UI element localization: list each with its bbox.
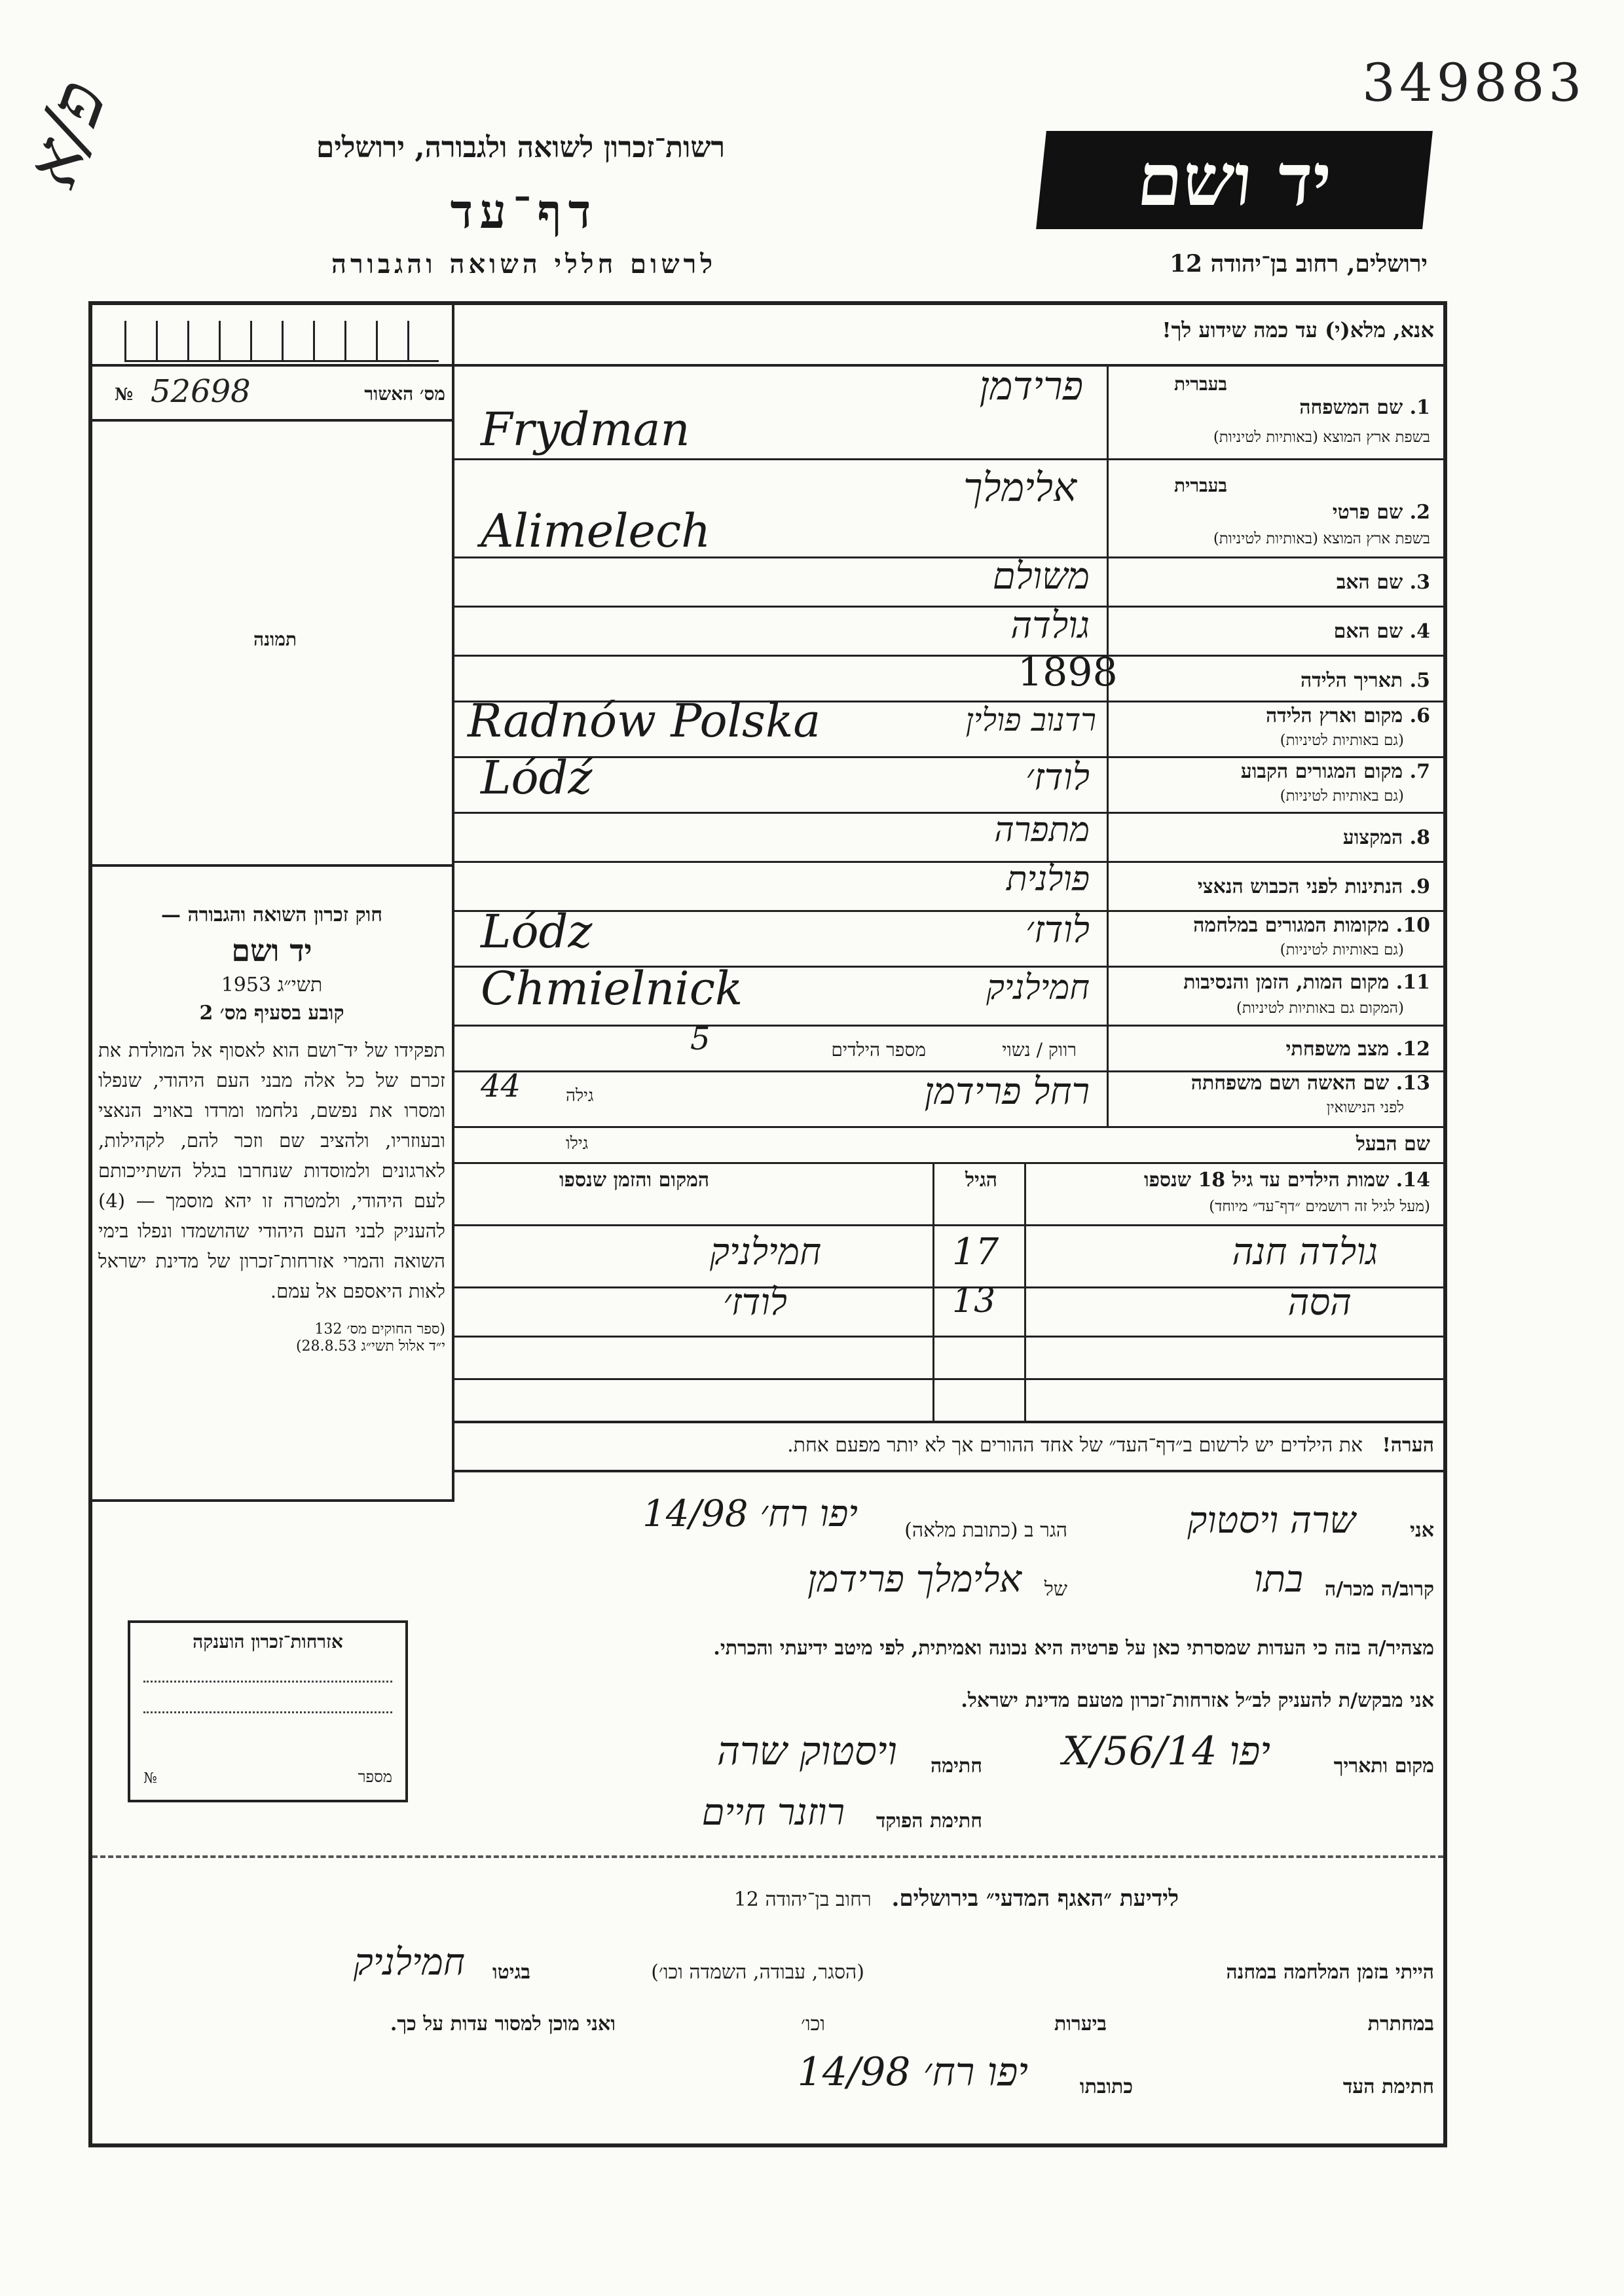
field-7-heb: לודז׳ <box>1025 756 1090 799</box>
left-col-bottom <box>92 1499 454 1502</box>
field-7-label: 7. מקום המגורים הקבוע <box>1240 760 1430 783</box>
form-subtitle: לרשום חללי השואה והגבורה <box>331 249 717 280</box>
bottom-line-1 <box>196 1941 1434 2000</box>
address: ירושלים, רחוב בן־יהודה 12 <box>1169 250 1428 278</box>
witness-signature-label: חתימה <box>931 1755 982 1777</box>
field-6-heb: רדנוב פולין <box>965 702 1096 738</box>
request-text: אנא, מלא(י) עד כמה שידוע לך! <box>1162 318 1434 342</box>
field-row-11 <box>454 962 1443 1027</box>
children-row-3 <box>454 1336 1443 1380</box>
field-6-latin: Radnów Polska <box>468 694 821 748</box>
frame-top <box>88 301 1447 305</box>
bottom-sign-label: חתימת העד <box>1342 2075 1434 2098</box>
husband-label: שם הבעל <box>1356 1133 1430 1156</box>
citizenship-no: № <box>143 1770 157 1787</box>
child-2-place: לודז׳ <box>723 1281 787 1324</box>
field-6-sub: (גם באותיות לטיניות) <box>1280 732 1404 749</box>
citizenship-line-1 <box>143 1669 392 1683</box>
note-bottom <box>454 1470 1443 1472</box>
field-1-sub: בשפת ארץ המוצא (באותיות לטיניות) <box>1213 429 1430 446</box>
witness-address: יפו רח׳ 14/98 <box>642 1493 858 1535</box>
field-10-sub: (גם באותיות לטיניות) <box>1280 941 1404 958</box>
witness-declare: מצהיר/ה בזה כי העדות שמסרתי כאן על פרטיה היא נכונה ואמיתית, לפי מיטב ידיעתי והכרתי. <box>713 1637 1434 1660</box>
witness-line-2 <box>471 1558 1434 1611</box>
approval-ticks <box>124 321 439 362</box>
field-2-latin: Alimelech <box>481 504 711 558</box>
field-1-latin: Frydman <box>481 403 690 456</box>
witness-name: שרה ויסטוק <box>1187 1499 1356 1542</box>
bottom-line-3 <box>471 2049 1434 2108</box>
witness-request: אני מבקש/ת להעניק לב״ל אזרחות־זכרון מטעם מדינת ישראל. <box>961 1689 1434 1712</box>
witness-line-3 <box>471 1728 1434 1787</box>
approval-top <box>92 364 452 367</box>
bottom-title-row <box>458 1886 1179 1912</box>
field-4-heb: גולדה <box>1010 604 1090 647</box>
field-8-label: 8. המקצוע <box>1342 826 1430 849</box>
field-row-7 <box>454 751 1443 814</box>
citizenship-title: אזרחות־זכרון הוענקה <box>193 1631 343 1652</box>
field-row-2 <box>454 458 1443 558</box>
note-label: הערה! <box>1382 1434 1434 1457</box>
bottom-line1-b: (הסגר, עבודה, השמדה וכו׳) <box>651 1961 864 1984</box>
law-body: תפקידו של יד־ושם הוא לאסוף אל המולדת את זכרם של כל אלה מבני העם היהודי, שנפלו ומסרו את נפשם, נלחמו ומרדו באויב הנאצי ובעוזריו, ולהציב שם וזכר להם, לקהילות, לארגונים ולמוסדות שנחרבו בגלל השתייכותם לעם היהודי, ולמטרה זו יהא מוסמך — (4) להעניק לבני העם היהודי שהושמדו ונפלו בימי השואה והמרי אזרחות־זכרון של מדינת ישראל לאות היאספם אל עמם. <box>98 1039 445 1302</box>
witness-i-label: אני <box>1410 1519 1434 1542</box>
field-5-heb: 1898 <box>1018 649 1118 695</box>
field-3-heb: משולם <box>992 555 1090 598</box>
corner-mark: פ/א <box>8 69 123 198</box>
field-5-label: 5. תאריך הלידה <box>1301 669 1430 692</box>
field-2-sub: בשפת ארץ המוצא (באותיות לטיניות) <box>1213 530 1430 547</box>
citizenship-box <box>128 1620 408 1802</box>
children-row-1 <box>454 1224 1443 1288</box>
children-row-2 <box>454 1281 1443 1338</box>
witness-residing: הגר ב (כתובת מלאה) <box>904 1519 1067 1542</box>
child-1-name: גולדה חנה <box>1232 1231 1378 1273</box>
field-row-13 <box>454 1070 1443 1128</box>
field-4-label: 4. שם האם <box>1333 620 1430 643</box>
field-10-heb: לודז׳ <box>1025 909 1090 951</box>
org-name: רשות־זכרון לשואה ולגבורה, ירושלים <box>316 131 726 164</box>
bottom-line1-c: בגיטו <box>492 1961 530 1984</box>
witness-place-date-label: מקום ותאריך <box>1333 1755 1434 1777</box>
law-section: קובע בסעיף מס׳ 2 <box>199 1002 344 1025</box>
field-2-tag: בעברית <box>1173 475 1227 496</box>
witness-relation-label: קרוב/ה מכר/ה <box>1325 1578 1434 1601</box>
field-9-heb: פולנית <box>1006 860 1090 899</box>
field-7-sub: (גם באותיות לטיניות) <box>1280 788 1404 805</box>
field-2-heb: אלימלך <box>963 465 1077 511</box>
field-row-12 <box>454 1021 1443 1072</box>
archive-number: 349883 <box>1362 52 1586 113</box>
field-2-label: 2. שם פרטי <box>1332 501 1430 524</box>
field-row-4 <box>454 606 1443 657</box>
law-name: יד ושם <box>231 933 312 968</box>
note-top <box>454 1421 1443 1423</box>
logo <box>1036 131 1433 229</box>
approval-no: № <box>115 385 134 405</box>
law-title: חוק זכרון השואה והגבורה — <box>161 903 382 926</box>
bottom-line-2 <box>196 2003 1434 2043</box>
field-1-label: 1. שם המשפחה <box>1299 396 1430 419</box>
children-place-header: המקום והזמן שנספו <box>559 1169 710 1192</box>
field-11-label: 11. מקום המות, הזמן והנסיבות <box>1183 971 1430 994</box>
children-table <box>454 1162 1443 1421</box>
law-year: תשי״ג 1953 <box>221 974 323 996</box>
field-row-1 <box>454 363 1443 460</box>
field-11-heb: חמילניק <box>986 968 1090 1008</box>
field-1-tag: בעברית <box>1173 373 1227 395</box>
frame-right <box>1443 301 1447 2147</box>
children-header <box>454 1162 1443 1226</box>
law-ref1: (ספר החוקים מס׳ 132 <box>314 1321 445 1338</box>
law-ref2: י״ד אלול תשי״ג 28.8.53) <box>295 1338 445 1355</box>
field-12-kids: 5 <box>690 1021 710 1057</box>
field-13-heb: רחל פרידמן <box>924 1070 1090 1113</box>
field-13-sub: לפני הנישואין <box>1326 1099 1404 1116</box>
approval-value: 52698 <box>151 373 251 410</box>
bottom-line2-a: במחתרת <box>1367 2013 1434 2035</box>
witness-of-label: של <box>1044 1578 1067 1601</box>
field-8-heb: מתפרה <box>994 811 1090 850</box>
note-text: את הילדים יש לרשום ב״דף־העד״ של אחד ההורים אך לא יותר מפעם אחת. <box>787 1434 1363 1457</box>
bottom-addr-label: כתובתו <box>1079 2075 1133 2098</box>
form-title: דף־עד <box>450 183 598 239</box>
children-title: 14. שמות הילדים עד גיל 18 שנספו <box>1143 1169 1430 1192</box>
law-block <box>98 903 445 1355</box>
approval-label: מס׳ האשור <box>364 383 445 405</box>
field-9-label: 9. הנתינות לפני הכבוש הנאצי <box>1197 875 1430 898</box>
witness-line-4 <box>471 1791 1434 1846</box>
witness-official-label: חתימת הפוקד <box>876 1810 982 1832</box>
field-1-heb: פרידמן <box>979 363 1083 409</box>
child-1-age: 17 <box>952 1231 999 1273</box>
field-10-label: 10. מקומות המגורים במלחמה <box>1193 914 1430 937</box>
field-7-latin: Lódź <box>481 751 593 805</box>
field-13-age: 44 <box>481 1068 521 1104</box>
note-row <box>458 1434 1434 1457</box>
field-12-kids-label: מספר הילדים <box>831 1039 926 1061</box>
children-sub: (מעל לגיל זה רושמים ״דף־עד״ מיוחד) <box>1209 1198 1430 1215</box>
witness-signature: ויסטוק שרה <box>716 1728 897 1774</box>
field-row-10 <box>454 905 1443 968</box>
witness-line-1 <box>471 1493 1434 1552</box>
child-2-age: 13 <box>952 1281 996 1321</box>
witness-place-date: יפו 14/X/56 <box>1062 1728 1270 1774</box>
field-12-married: רווק / נשוי <box>1002 1039 1077 1061</box>
bottom-title: לידיעת ״האגף המדעי״ בירושלים. <box>891 1886 1179 1912</box>
field-13-age-label: גילה <box>566 1086 594 1106</box>
frame-left <box>88 301 92 2147</box>
citizenship-number <box>358 1768 392 1787</box>
approval-bottom <box>92 419 452 422</box>
bottom-ghetto: חמילניק <box>353 1941 465 1984</box>
bottom-addr: יפו רח׳ 14/98 <box>797 2049 1028 2095</box>
logo-text: יד ושם <box>1133 137 1336 222</box>
witness-of-name: אלימלך פרידמן <box>807 1558 1022 1601</box>
field-6-label: 6. מקום וארץ הלידה <box>1265 704 1430 727</box>
citizenship-line-2 <box>143 1700 392 1713</box>
field-11-latin: Chmielnick <box>481 962 743 1015</box>
photo-bottom <box>92 864 452 867</box>
witness-relation: בתו <box>1253 1558 1303 1601</box>
husband-age-label: גילו <box>566 1134 589 1154</box>
witness-official: רוזנר חיים <box>701 1791 845 1834</box>
child-2-name: הסה <box>1287 1281 1352 1324</box>
child-1-place: חמילניק <box>710 1231 822 1273</box>
children-age-header: הגיל <box>965 1169 998 1192</box>
field-10-latin: Lódz <box>481 905 593 958</box>
frame-bottom <box>88 2143 1447 2147</box>
field-row-6 <box>454 694 1443 758</box>
field-3-label: 3. שם האב <box>1336 571 1430 594</box>
field-row-husband <box>454 1126 1443 1164</box>
field-12-label: 12. מצב משפחתי <box>1285 1038 1430 1061</box>
field-row-8 <box>454 812 1443 863</box>
bottom-address: רחוב בן־יהודה 12 <box>733 1888 872 1911</box>
bottom-line2-b: ביערות <box>1054 2013 1107 2035</box>
bottom-divider <box>92 1853 1443 1858</box>
bottom-line2-d: ואני מוכן למסור עדות על כך. <box>390 2013 616 2035</box>
field-11-sub: (המקום גם באותיות לטיניות) <box>1236 1000 1404 1017</box>
field-row-3 <box>454 556 1443 608</box>
bottom-line1-a: הייתי בזמן המלחמה במחנה <box>1226 1961 1434 1984</box>
photo-label: תמונה <box>253 629 297 650</box>
bottom-line2-c: וכו׳ <box>801 2013 825 2035</box>
citizenship-number-label: מספר <box>358 1768 392 1786</box>
field-row-9 <box>454 861 1443 912</box>
field-13-label: 13. שם האשה ושם משפחתה <box>1190 1072 1430 1095</box>
